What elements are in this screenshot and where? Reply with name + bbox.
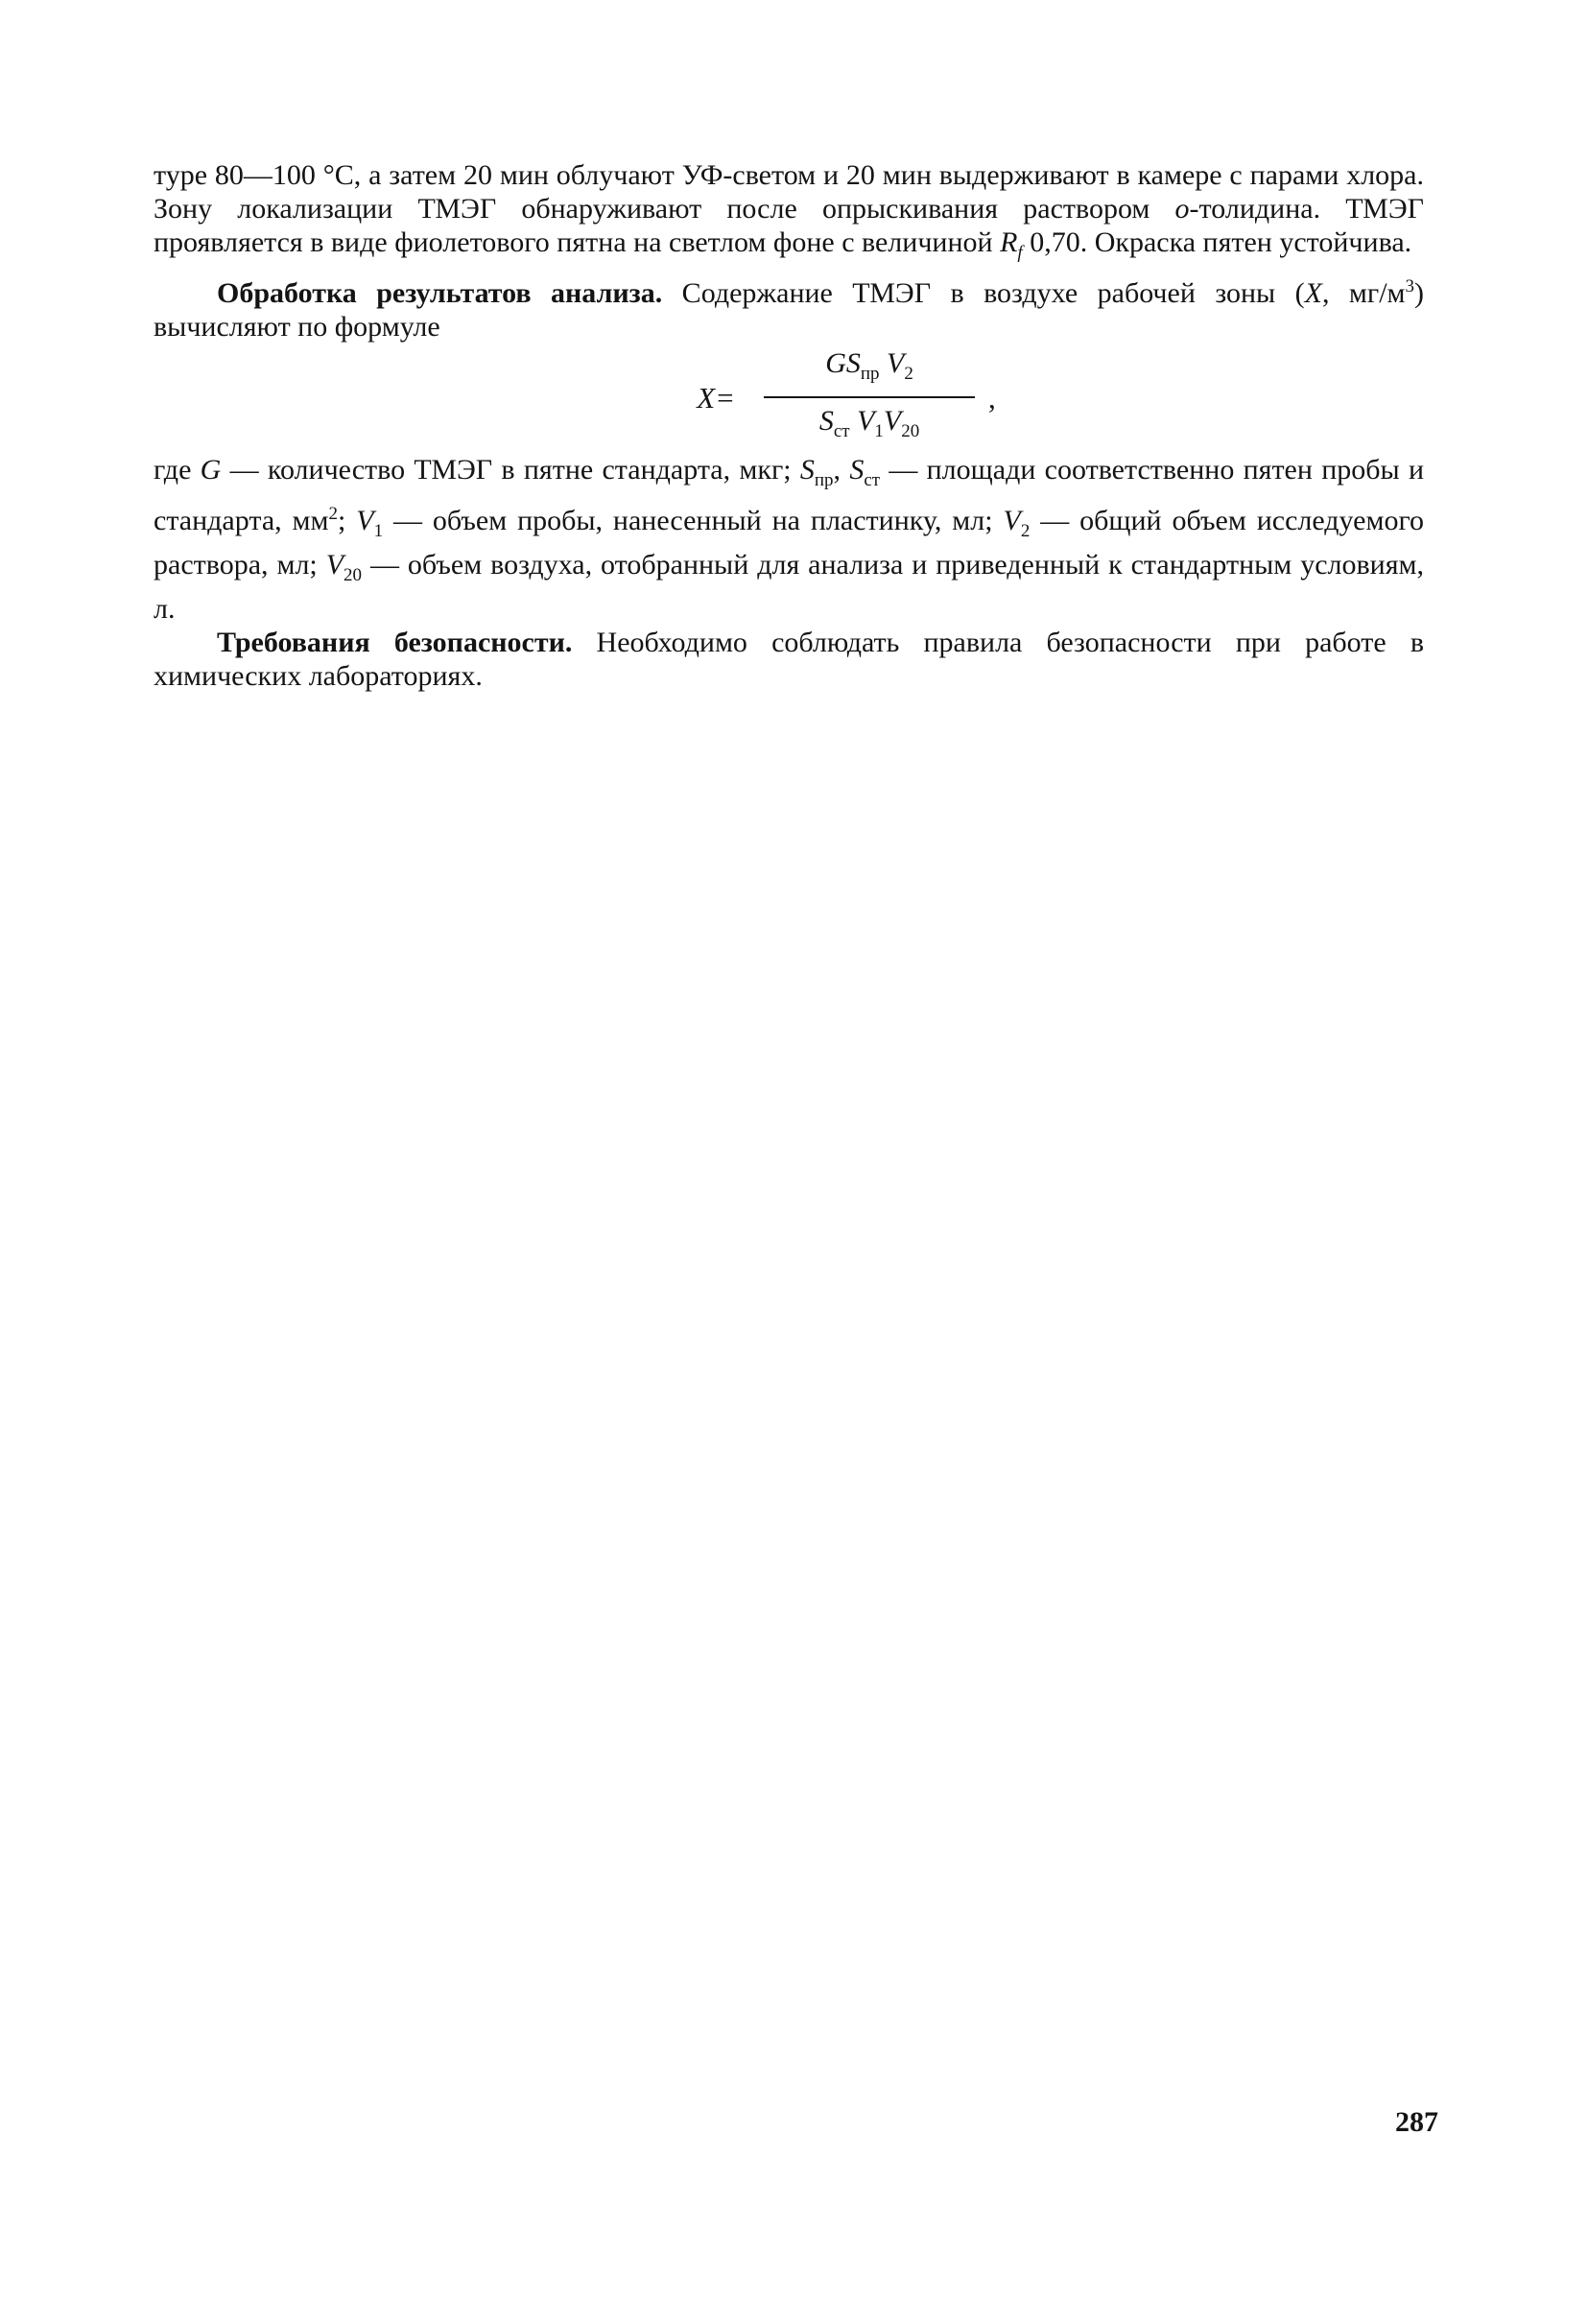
- text-run: — общий объем исследуемого раствора, мл;: [154, 505, 1424, 581]
- formula-numerator: [814, 346, 925, 396]
- formula-lhs: X=: [697, 380, 736, 415]
- formula-fraction: [764, 346, 975, 448]
- formula-symbol: G: [825, 347, 846, 379]
- subscript: 20: [344, 565, 363, 585]
- text-run: Содержание ТМЭГ в воздухе рабочей зоны (: [662, 277, 1305, 309]
- paragraph-safety-requirements: [154, 626, 1424, 693]
- formula-symbol: V: [887, 347, 905, 379]
- formula-symbol: V: [857, 405, 875, 437]
- text-run: туре 80—100 °С, а затем 20 мин облучают УФ-светом и 20 мин выдерживают в камере с парами хлора. Зону локализации ТМЭГ обнаруживают после опрыскивания раствором: [154, 159, 1424, 225]
- formula-subscript: пр: [860, 364, 880, 384]
- text-run: -толидина. ТМЭГ проявляется в виде фиолетового пятна на светлом фоне с величиной: [154, 193, 1424, 258]
- body-text: [154, 158, 1424, 693]
- rf-symbol: R: [1000, 226, 1018, 258]
- italic-symbol: V: [325, 549, 344, 581]
- paragraph-results-processing: [154, 270, 1424, 344]
- text-run: ,: [833, 454, 850, 486]
- formula-symbol: S: [845, 347, 861, 379]
- text-run: — объем пробы, нанесенный на пластинку, мл;: [383, 505, 1004, 536]
- paragraph-variable-definitions: [154, 453, 1424, 626]
- formula-symbol: S: [818, 405, 834, 437]
- section-lead-results: Обработка результатов анализа.: [217, 277, 663, 309]
- text-run: — количество ТМЭГ в пятне стандарта, мкг;: [221, 454, 800, 486]
- italic-symbol: X: [1304, 277, 1322, 309]
- italic-symbol: о: [1174, 193, 1190, 225]
- formula-subscript: 2: [904, 364, 913, 384]
- italic-symbol: S: [849, 454, 865, 486]
- subscript: ст: [864, 470, 881, 490]
- section-lead-safety: Требования безопасности.: [217, 627, 573, 658]
- formula-subscript: ст: [833, 421, 850, 441]
- text-run: где: [154, 454, 201, 486]
- concentration-formula: [154, 345, 1424, 449]
- formula-symbol: V: [883, 405, 902, 437]
- superscript: 3: [1405, 276, 1415, 296]
- subscript: 2: [1020, 521, 1031, 541]
- text-run: ;: [338, 505, 357, 536]
- text-run: Необходимо соблюдать правила безопасности при работе в химических лабораториях.: [154, 627, 1424, 692]
- page-number: 287: [1395, 2106, 1438, 2138]
- italic-symbol: V: [1003, 505, 1021, 536]
- text-run: , мг/м: [1321, 277, 1406, 309]
- text-run: — объем воздуха, отобранный для анализа и приведенный к стандартным условиям, л.: [154, 549, 1424, 625]
- italic-symbol: G: [200, 454, 222, 486]
- italic-symbol: V: [356, 505, 374, 536]
- rf-subscript: f: [1017, 243, 1023, 263]
- subscript: пр: [814, 470, 834, 490]
- text-run: 0,70. Окраска пятен устойчива.: [1022, 226, 1412, 258]
- italic-symbol: S: [799, 454, 815, 486]
- formula-subscript: 1: [874, 421, 884, 441]
- paragraph-procedure-end: [154, 158, 1424, 270]
- subscript: 1: [373, 521, 384, 541]
- text-run: — площади соответственно пятен пробы и стандарта, мм: [154, 454, 1425, 536]
- formula-subscript: 20: [901, 421, 920, 441]
- superscript: 2: [328, 504, 338, 524]
- text-run: ) вычисляют по формуле: [154, 277, 1425, 343]
- formula-denominator: [808, 398, 931, 448]
- formula-comma: ,: [988, 380, 996, 415]
